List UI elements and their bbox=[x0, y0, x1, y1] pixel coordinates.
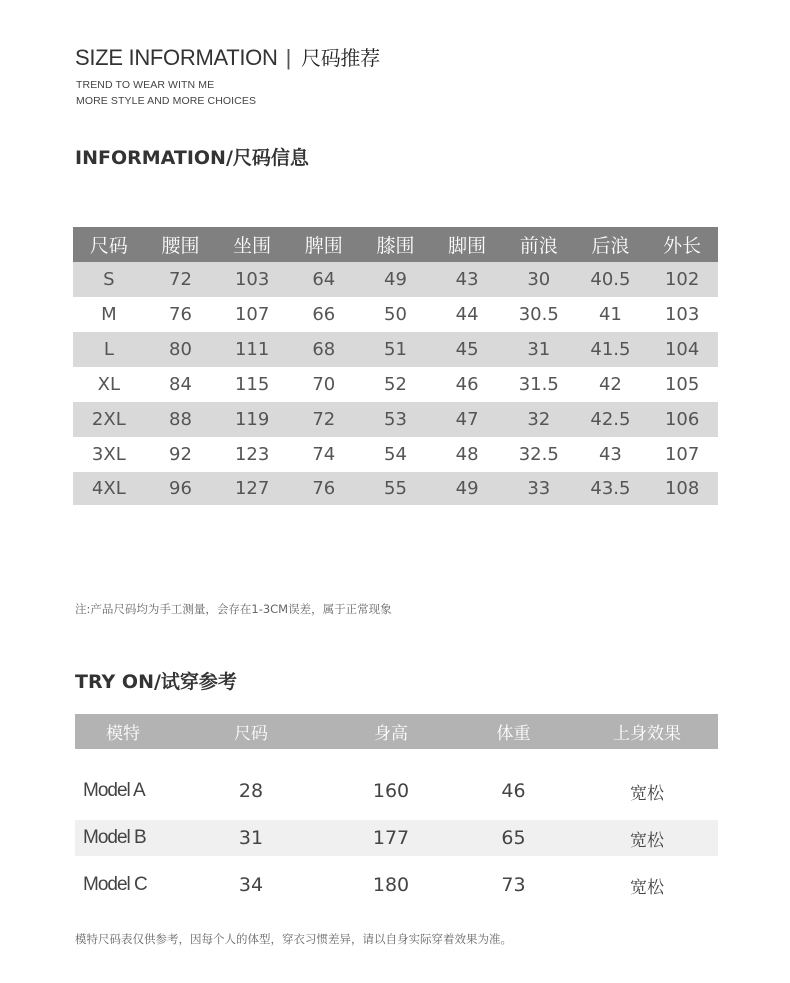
size-table bbox=[73, 227, 718, 505]
table-row bbox=[73, 402, 718, 437]
table-cell: 42.5 bbox=[575, 402, 647, 437]
table-cell: 107 bbox=[234, 304, 270, 325]
table-row bbox=[73, 297, 718, 332]
size-col-header: 脾围 bbox=[288, 227, 360, 262]
tryon-cell: 34 bbox=[238, 874, 264, 896]
tryon-cell: 46 bbox=[501, 780, 526, 802]
tryon-cell: 160 bbox=[372, 780, 410, 802]
table-cell: 105 bbox=[664, 374, 700, 395]
table-cell: 70 bbox=[312, 374, 336, 395]
table-cell: 44 bbox=[455, 304, 479, 325]
size-col-header: 腰围 bbox=[145, 227, 217, 262]
table-cell: 123 bbox=[234, 444, 270, 465]
tryon-cell: 31 bbox=[238, 827, 264, 849]
table-cell: 40.5 bbox=[575, 262, 647, 297]
table-cell: 119 bbox=[216, 402, 288, 437]
table-cell: 41 bbox=[598, 304, 622, 325]
table-cell: 80 bbox=[145, 332, 217, 367]
table-cell: 115 bbox=[234, 374, 270, 395]
tryon-cell: 宽松 bbox=[630, 783, 664, 804]
table-cell: 43 bbox=[431, 262, 503, 297]
size-col-header: 膝围 bbox=[360, 227, 432, 262]
table-cell: 103 bbox=[664, 304, 700, 325]
tryon-cell: 宽松 bbox=[630, 830, 664, 851]
table-cell: 49 bbox=[431, 472, 503, 505]
table-cell: 51 bbox=[360, 332, 432, 367]
table-cell: 49 bbox=[360, 262, 432, 297]
table-cell: 74 bbox=[312, 444, 336, 465]
table-cell: 104 bbox=[646, 332, 718, 367]
table-cell: 103 bbox=[216, 262, 288, 297]
table-cell: 72 bbox=[288, 402, 360, 437]
table-cell: 127 bbox=[216, 472, 288, 505]
tryon-cell: 65 bbox=[501, 827, 526, 849]
table-cell: XL bbox=[97, 374, 120, 395]
title-english: SIZE INFORMATION bbox=[75, 45, 278, 70]
table-cell: L bbox=[73, 332, 145, 367]
table-cell: 30.5 bbox=[518, 304, 559, 325]
table-cell: 33 bbox=[503, 472, 575, 505]
table-cell: 72 bbox=[145, 262, 217, 297]
table-cell: 52 bbox=[384, 374, 407, 395]
table-cell: 41.5 bbox=[575, 332, 647, 367]
table-cell: 3XL bbox=[91, 444, 126, 465]
table-cell: 84 bbox=[169, 374, 192, 395]
table-cell: 66 bbox=[312, 304, 336, 325]
table-cell: 50 bbox=[384, 304, 407, 325]
tryon-cell: 宽松 bbox=[630, 877, 664, 898]
tryon-cell: 177 bbox=[372, 827, 410, 849]
tryon-col-header: 模特 bbox=[106, 724, 140, 744]
table-cell: 102 bbox=[646, 262, 718, 297]
table-cell: 32.5 bbox=[518, 444, 559, 465]
table-cell: 30 bbox=[503, 262, 575, 297]
size-col-header: 坐围 bbox=[216, 227, 288, 262]
table-cell: 76 bbox=[288, 472, 360, 505]
table-row bbox=[73, 437, 718, 472]
table-cell: 45 bbox=[431, 332, 503, 367]
model-name: Model C bbox=[83, 874, 147, 895]
tryon-row bbox=[75, 773, 718, 809]
table-cell: 43.5 bbox=[575, 472, 647, 505]
tryon-cell: 73 bbox=[501, 874, 526, 896]
size-section-title: INFORMATION/尺码信息 bbox=[75, 147, 309, 169]
table-cell: 88 bbox=[145, 402, 217, 437]
table-row bbox=[73, 262, 718, 297]
table-cell: 42 bbox=[598, 374, 622, 395]
table-cell: 47 bbox=[431, 402, 503, 437]
tryon-cell: 180 bbox=[372, 874, 410, 896]
size-table-header bbox=[73, 227, 718, 262]
page-title bbox=[75, 42, 380, 71]
table-cell: 43 bbox=[598, 444, 622, 465]
table-row bbox=[73, 367, 718, 402]
table-cell: 92 bbox=[169, 444, 192, 465]
table-row bbox=[73, 472, 718, 505]
table-row bbox=[73, 332, 718, 367]
table-cell: 106 bbox=[646, 402, 718, 437]
table-cell: 31 bbox=[503, 332, 575, 367]
table-cell: 76 bbox=[169, 304, 192, 325]
table-cell: 4XL bbox=[73, 472, 145, 505]
table-cell: 2XL bbox=[73, 402, 145, 437]
table-cell: 96 bbox=[145, 472, 217, 505]
table-cell: 107 bbox=[664, 444, 700, 465]
tryon-col-header: 体重 bbox=[496, 724, 531, 744]
tagline-2: MORE STYLE AND MORE CHOICES bbox=[76, 95, 257, 107]
table-cell: 108 bbox=[646, 472, 718, 505]
table-cell: S bbox=[73, 262, 145, 297]
model-name: Model B bbox=[83, 827, 146, 848]
size-col-header: 后浪 bbox=[575, 227, 647, 262]
tagline-1: TREND TO WEAR WITN ME bbox=[76, 79, 215, 91]
size-col-header: 脚围 bbox=[431, 227, 503, 262]
title-chinese: 尺码推荐 bbox=[301, 46, 380, 70]
tryon-section-title: TRY ON/试穿参考 bbox=[75, 671, 237, 693]
tryon-col-header: 尺码 bbox=[234, 724, 268, 744]
title-separator: | bbox=[285, 45, 291, 70]
table-cell: 32 bbox=[503, 402, 575, 437]
table-cell: 64 bbox=[288, 262, 360, 297]
table-cell: 111 bbox=[216, 332, 288, 367]
model-name: Model A bbox=[83, 780, 145, 801]
table-cell: 68 bbox=[288, 332, 360, 367]
tryon-col-header: 上身效果 bbox=[613, 724, 681, 744]
tryon-col-header: 身高 bbox=[374, 724, 408, 744]
table-cell: 46 bbox=[455, 374, 479, 395]
table-cell: 54 bbox=[384, 444, 407, 465]
table-cell: 55 bbox=[360, 472, 432, 505]
size-col-header: 尺码 bbox=[73, 227, 145, 262]
size-col-header: 外长 bbox=[646, 227, 718, 262]
table-cell: M bbox=[101, 304, 117, 325]
tryon-row bbox=[75, 867, 718, 903]
table-cell: 53 bbox=[360, 402, 432, 437]
tryon-cell: 28 bbox=[238, 780, 264, 802]
size-note: 注:产品尺码均为手工测量，会存在1-3CM误差，属于正常现象 bbox=[75, 602, 392, 616]
tryon-note: 模特尺码表仅供参考，因每个人的体型，穿衣习惯差异，请以自身实际穿着效果为准。 bbox=[75, 932, 512, 946]
table-cell: 31.5 bbox=[518, 374, 559, 395]
size-col-header: 前浪 bbox=[503, 227, 575, 262]
table-cell: 48 bbox=[455, 444, 479, 465]
tryon-table-header bbox=[75, 714, 718, 749]
tryon-row bbox=[75, 820, 718, 856]
